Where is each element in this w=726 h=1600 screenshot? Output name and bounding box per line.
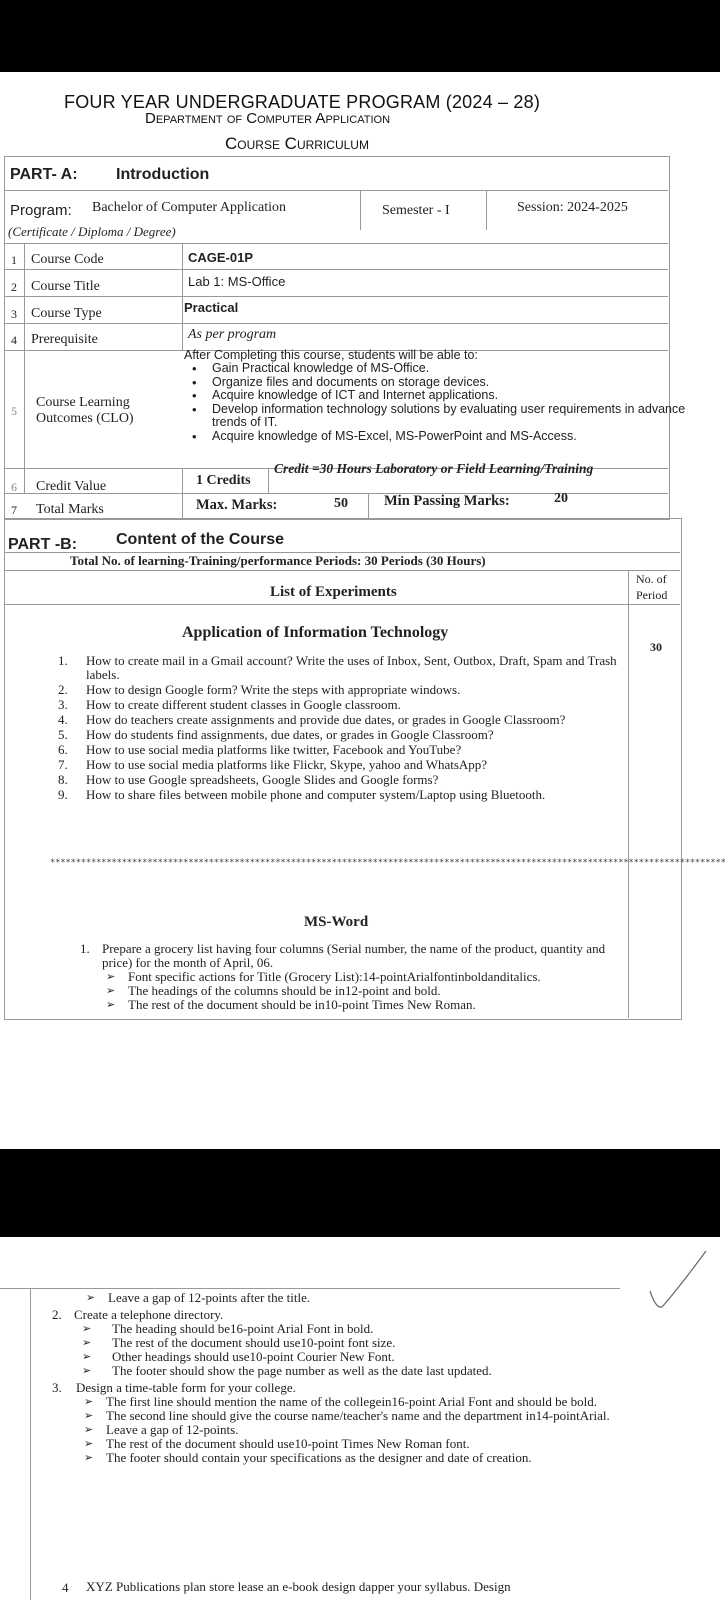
row-3-num: 3 bbox=[11, 307, 17, 321]
row-1-value: CAGE-01P bbox=[188, 250, 254, 265]
page2-content bbox=[48, 1291, 618, 1465]
word-item-4-num: 4 bbox=[62, 1580, 69, 1595]
list-of-experiments-heading: List of Experiments bbox=[270, 584, 397, 600]
word-item-2: 2. Create a telephone directory. bbox=[52, 1307, 224, 1322]
part-a-label: PART- A: bbox=[10, 166, 78, 183]
row-4-num: 4 bbox=[11, 333, 17, 347]
sub-instruction: ➢ The heading should be16-point Arial Font in bold. bbox=[82, 1322, 618, 1336]
page-break-black-bar bbox=[0, 1149, 720, 1237]
semester: Semester - I bbox=[382, 203, 450, 218]
section-1-title: Application of Information Technology bbox=[182, 624, 449, 641]
sub-instruction: ➢ Font specific actions for Title (Grocery List):14-pointArialfontinboldanditalics. bbox=[106, 970, 628, 984]
credit-desc: Credit =30 Hours Laboratory or Field Learning/Training bbox=[274, 461, 594, 476]
program-heading: FOUR YEAR UNDERGRADUATE PROGRAM (2024 – 28) bbox=[64, 92, 541, 112]
sub-instruction: ➢ The footer should contain your specifications as the designer and date of creation. bbox=[84, 1451, 618, 1465]
clo-intro: After Completing this course, students will be able to: bbox=[184, 348, 478, 362]
max-marks-label: Max. Marks: bbox=[196, 497, 278, 513]
experiment-item: 6. How to use social media platforms like twitter, Facebook and YouTube? bbox=[58, 742, 462, 757]
row-2-value: Lab 1: MS-Office bbox=[188, 274, 286, 289]
row-5-num: 5 bbox=[11, 404, 17, 418]
row-2-num: 2 bbox=[11, 280, 17, 294]
clo-item: • Acquire knowledge of ICT and Internet applications. bbox=[212, 389, 688, 403]
row-3-label: Course Type bbox=[31, 306, 102, 321]
star-divider: ************************************************************************************************************************************ bbox=[50, 858, 726, 868]
word-item-4: XYZ Publications plan store lease an e-book design dapper your syllabus. Design bbox=[86, 1579, 511, 1594]
experiment-item: 2. How to design Google form? Write the steps with appropriate windows. bbox=[58, 682, 461, 697]
clo-item: • Develop information technology solutions by evaluating user requirements in advance trends of IT. bbox=[212, 403, 688, 430]
row-1-label: Course Code bbox=[31, 252, 104, 267]
credit-label: Credit Value bbox=[36, 479, 107, 494]
sub-instruction: ➢ Leave a gap of 12-points. bbox=[84, 1423, 618, 1437]
section-1-periods: 30 bbox=[650, 640, 662, 654]
sub-instruction: ➢ The rest of the document should use10-point Times New Roman font. bbox=[84, 1437, 618, 1451]
experiment-list bbox=[58, 654, 618, 803]
sub-instruction: ➢ Other headings should use10-point Courier New Font. bbox=[82, 1350, 618, 1364]
clo-label-line1: Course Learning bbox=[36, 395, 130, 410]
word-item-1-subs bbox=[106, 970, 628, 1012]
row-6-num: 6 bbox=[11, 480, 17, 494]
word-item-1: 1. Prepare a grocery list having four columns (Serial number, the name of the product, quantity and price) for the month of April, 06. ➢ Font specific actions for Title (Grocery List):14-pointArialfontinboldanditalics. ➢ The headings of the columns should be in12-point and bold. ➢ The rest of the document should be in10-point Times New Roman. bbox=[80, 942, 628, 1012]
row-1-num: 1 bbox=[11, 253, 17, 267]
max-marks-value: 50 bbox=[334, 496, 348, 511]
experiment-item: 7. How to use social media platforms like Flickr, Skype, yahoo and WhatsApp? bbox=[58, 757, 488, 772]
clo-label-line2: Outcomes (CLO) bbox=[36, 411, 134, 426]
sub-instruction: ➢ The second line should give the course name/teacher's name and the department in14-pointArial. bbox=[84, 1409, 618, 1423]
experiment-item: 1. How to create mail in a Gmail account? Write the uses of Inbox, Sent, Outbox, Draft, Spam and Trash labels. bbox=[58, 653, 617, 682]
clo-list bbox=[188, 362, 688, 443]
clo-item: • Gain Practical knowledge of MS-Office. bbox=[212, 362, 688, 376]
experiment-item: 9. How to share files between mobile phone and computer system/Laptop using Bluetooth. bbox=[58, 787, 546, 802]
clo-item: • Organize files and documents on storage devices. bbox=[212, 376, 688, 390]
curriculum-heading: Course Curriculum bbox=[225, 134, 369, 153]
row-7-num: 7 bbox=[11, 503, 17, 517]
word-item-3-subs bbox=[84, 1395, 618, 1465]
row-2-label: Course Title bbox=[31, 279, 100, 294]
word-item-2-subs bbox=[82, 1322, 618, 1378]
section-2-title: MS-Word bbox=[304, 914, 369, 930]
program-value: Bachelor of Computer Application bbox=[92, 200, 287, 215]
top-black-bar bbox=[0, 0, 720, 72]
session: Session: 2024-2025 bbox=[517, 200, 628, 215]
experiment-item: 8. How to use Google spreadsheets, Google Slides and Google forms? bbox=[58, 772, 439, 787]
part-a-title: Introduction bbox=[116, 166, 210, 183]
experiment-item: 5. How do students find assignments, due dates, or grades in Google Classroom? bbox=[58, 727, 494, 742]
handwritten-check-mark bbox=[648, 1249, 708, 1329]
experiment-item: 4. How do teachers create assignments and provide due dates, or grades in Google Classroom? bbox=[58, 712, 566, 727]
min-marks-value: 20 bbox=[554, 491, 568, 506]
total-periods: Total No. of learning-Training/performance Periods: 30 Periods (30 Hours) bbox=[70, 553, 486, 568]
sub-instruction: ➢ The first line should mention the name of the collegein16-point Arial Font and should be bold. bbox=[84, 1395, 618, 1409]
sub-instruction: ➢ Leave a gap of 12-points after the title. bbox=[86, 1291, 618, 1305]
row-3-value: Practical bbox=[184, 300, 239, 315]
sub-instruction: ➢ The headings of the columns should be in12-point and bold. bbox=[106, 984, 628, 998]
row-4-value: As per program bbox=[188, 327, 277, 342]
period-column-line1: No. of bbox=[636, 572, 667, 586]
credit-count: 1 Credits bbox=[196, 473, 251, 488]
row-4-label: Prerequisite bbox=[31, 332, 98, 347]
part-b-label: PART -B: bbox=[8, 536, 78, 553]
sub-instruction: ➢ The footer should show the page number as well as the date last updated. bbox=[82, 1364, 618, 1378]
min-marks-label: Min Passing Marks: bbox=[384, 493, 510, 509]
period-column-line2: Period bbox=[636, 588, 668, 602]
total-marks-label: Total Marks bbox=[36, 502, 104, 517]
clo-item: • Acquire knowledge of MS-Excel, MS-PowerPoint and MS-Access. bbox=[212, 430, 688, 444]
part-b-title: Content of the Course bbox=[116, 531, 284, 548]
program-label: Program: bbox=[10, 202, 72, 219]
department-heading: Department of Computer Application bbox=[145, 110, 391, 127]
experiment-item: 3. How to create different student classes in Google classroom. bbox=[58, 697, 401, 712]
sub-instruction: ➢ The rest of the document should be in10-point Times New Roman. bbox=[106, 998, 628, 1012]
certificate-type: (Certificate / Diploma / Degree) bbox=[8, 224, 176, 239]
sub-instruction: ➢ The rest of the document should use10-point font size. bbox=[82, 1336, 618, 1350]
word-item-3: 3. Design a time-table form for your college. bbox=[52, 1380, 296, 1395]
